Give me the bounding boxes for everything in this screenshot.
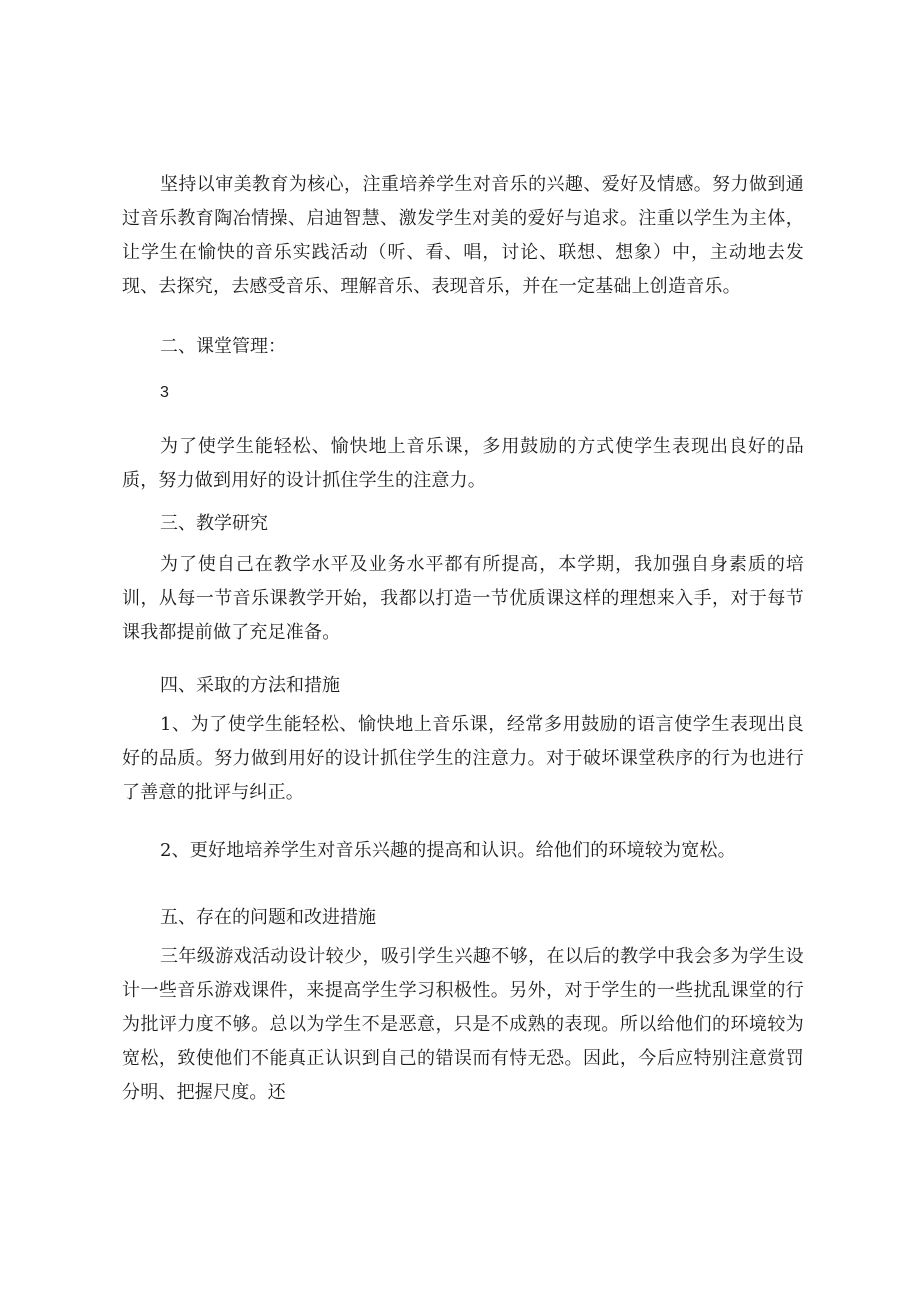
paragraph-method-2: 2、更好地培养学生对音乐兴趣的提高和认识。给他们的环境较为宽松。 xyxy=(160,840,736,861)
page-number-marker: 3 xyxy=(160,384,169,401)
paragraph-classroom: 为了使学生能轻松、愉快地上音乐课，多用鼓励的方式使学生表现出良好的品质，努力做到用好的设计抓住学生的注意力。 xyxy=(122,436,804,491)
heading-methods: 四、采取的方法和措施 xyxy=(160,675,340,696)
paragraph-problems: 三年级游戏活动设计较少，吸引学生兴趣不够，在以后的教学中我会多为学生设计一些音乐游戏课件，来提高学生学习积极性。另外，对于学生的一些扰乱课堂的行为批评力度不够。总以为学生不是恶意，只是不成熟的表现。所以给他们的环境较为宽松，致使他们不能真正认识到自己的错误而有恃无恐。因此，今后应特别注意赏罚分明、把握尺度。还 xyxy=(122,946,804,1103)
paragraph-method-1: 1、为了使学生能轻松、愉快地上音乐课，经常多用鼓励的语言使学生表现出良好的品质。努力做到用好的设计抓住学生的注意力。对于破坏课堂秩序的行为也进行了善意的批评与纠正。 xyxy=(122,714,804,803)
paragraph-intro: 坚持以审美教育为核心，注重培养学生对音乐的兴趣、爱好及情感。努力做到通过音乐教育陶冶情操、启迪智慧、激发学生对美的爱好与追求。注重以学生为主体，让学生在愉快的音乐实践活动（听、看、唱，讨论、联想、想象）中，主动地去发现、去探究，去感受音乐、理解音乐、表现音乐，并在一定基础上创造音乐。 xyxy=(122,174,804,297)
heading-teaching-research: 三、教学研究 xyxy=(160,513,268,534)
heading-problems: 五、存在的问题和改进措施 xyxy=(160,907,376,928)
paragraph-research: 为了使自己在教学水平及业务水平都有所提高，本学期，我加强自身素质的培训，从每一节音乐课教学开始，我都以打造一节优质课这样的理想来入手，对于每节课我都提前做了充足准备。 xyxy=(122,554,804,643)
heading-classroom-management: 二、课堂管理： xyxy=(160,336,286,357)
